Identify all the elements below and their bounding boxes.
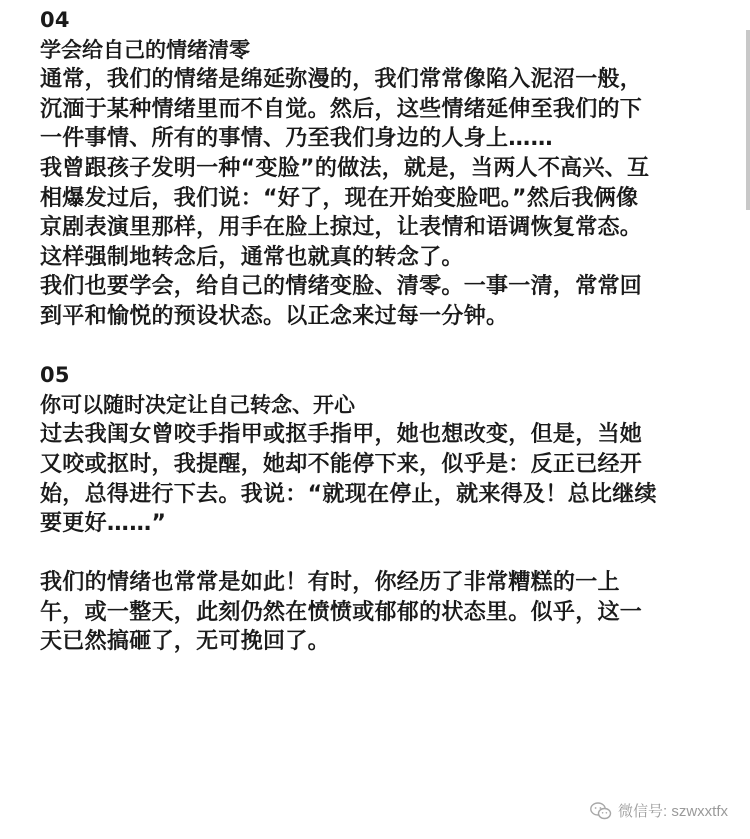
section-title: 你可以随时决定让自己转念、开心	[40, 392, 355, 417]
paragraph-line: 我曾跟孩子发明一种“变脸”的做法，就是，当两人不高兴、互	[40, 155, 650, 181]
section-title: 学会给自己的情绪清零	[40, 37, 250, 62]
section-number: 04	[40, 8, 70, 32]
paragraph-line: 要更好……”	[40, 511, 167, 537]
article-body	[40, 6, 730, 657]
paragraph-line: 一件事情、所有的事情、乃至我们身边的人身上……	[40, 126, 553, 152]
paragraph-line: 相爆发过后，我们说：“好了，现在开始变脸吧。”然后我俩像	[40, 185, 639, 211]
section-number: 05	[40, 363, 70, 388]
scrollbar[interactable]	[746, 30, 750, 210]
paragraph-line: 沉湎于某种情绪里而不自觉。然后，这些情绪延伸至我们的下	[40, 96, 643, 122]
wechat-icon	[590, 802, 612, 820]
paragraph-line: 又咬或抠时，我提醒，她却不能停下来，似乎是：反正已经开	[40, 451, 643, 477]
watermark-text: 微信号: szwxxtfx	[617, 803, 728, 820]
paragraph-line: 这样强制地转念后，通常也就真的转念了。	[40, 244, 464, 270]
paragraph-spacer	[40, 539, 730, 569]
paragraph-line: 通常，我们的情绪是绵延弥漫的，我们常常像陷入泥沼一般，	[40, 67, 643, 93]
paragraph-line: 我们的情绪也常常是如此！有时，你经历了非常糟糕的一上	[40, 570, 620, 596]
paragraph-line: 午，或一整天，此刻仍然在愤愤或郁郁的状态里。似乎，这一	[40, 599, 643, 625]
paragraph-line: 始，总得进行下去。我说：“就现在停止，就来得及！总比继续	[40, 481, 657, 507]
wechat-watermark	[590, 800, 728, 821]
paragraph-line: 天已然搞砸了，无可挽回了。	[40, 629, 330, 655]
paragraph-line: 到平和愉悦的预设状态。以正念来过每一分钟。	[40, 303, 509, 329]
section-spacer	[40, 332, 730, 362]
paragraph-line: 过去我闺女曾咬手指甲或抠手指甲，她也想改变，但是，当她	[40, 422, 643, 448]
paragraph-line: 京剧表演里那样，用手在脸上掠过，让表情和语调恢复常态。	[40, 215, 643, 241]
paragraph-line: 我们也要学会，给自己的情绪变脸、清零。一事一清，常常回	[40, 274, 643, 300]
